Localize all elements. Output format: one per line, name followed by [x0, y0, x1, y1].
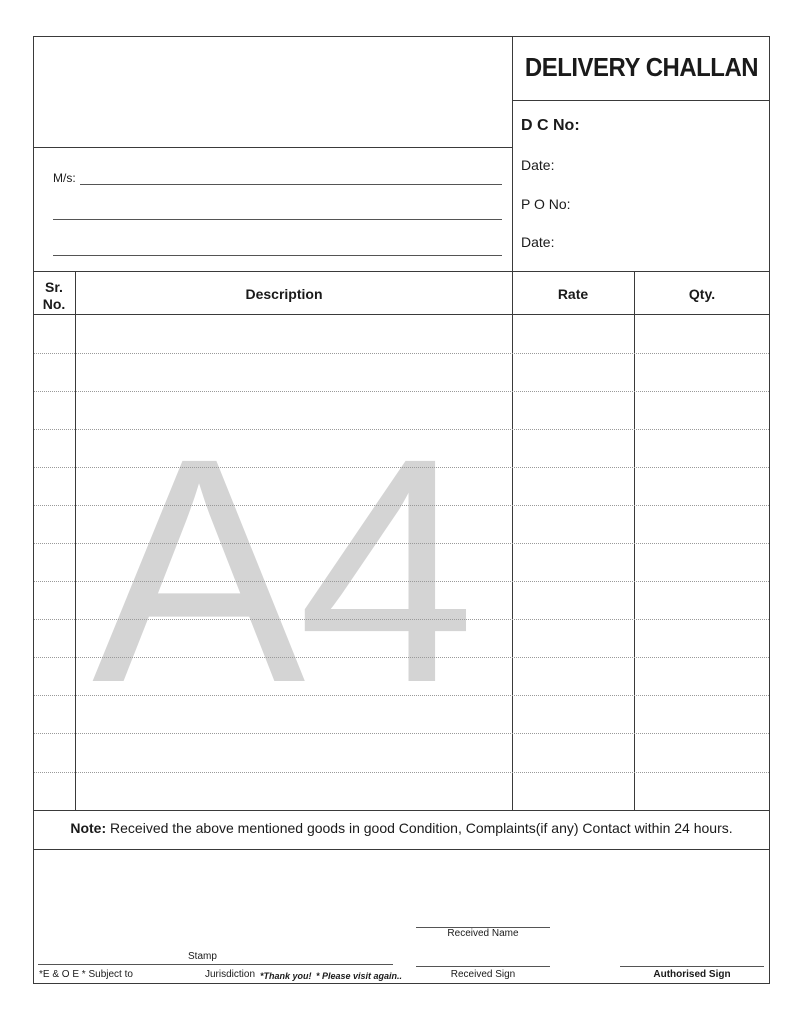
dc-no-label: D C No: [521, 117, 580, 134]
column-divider-sr [75, 271, 76, 810]
ms-line-1 [80, 184, 502, 185]
column-header-qty: Qty. [688, 286, 716, 302]
table-row [34, 581, 769, 582]
thank-you-text: *Thank you! [260, 971, 312, 981]
table-row [34, 657, 769, 658]
ms-line-3 [53, 255, 502, 256]
ms-label: M/s: [53, 171, 76, 185]
table-row [34, 543, 769, 544]
column-divider-description [512, 271, 513, 810]
document-title: DELIVERY CHALLAN [524, 52, 759, 82]
authorised-sign-label: Authorised Sign [653, 969, 731, 980]
column-header-rate: Rate [557, 286, 589, 302]
table-row [34, 772, 769, 773]
note-text [33, 820, 770, 836]
ms-box-top-line [33, 147, 512, 148]
table-row [34, 733, 769, 734]
note-bottom-line [33, 849, 770, 850]
column-header-description: Description [245, 286, 323, 302]
table-top-line [33, 271, 770, 272]
ms-line-2 [53, 219, 502, 220]
po-date-label: Date: [521, 234, 555, 250]
note-body: Received the above mentioned goods in good Condition, Complaints(if any) Contact within 24 hours. [106, 820, 733, 836]
column-divider-rate [634, 271, 635, 810]
eoe-text: *E & O E * Subject to [39, 969, 133, 980]
table-row [34, 467, 769, 468]
note-label: Note: [70, 820, 107, 836]
a4-watermark: A4 [92, 391, 468, 749]
table-row [34, 353, 769, 354]
received-name-label: Received Name [447, 928, 519, 939]
table-row [34, 619, 769, 620]
column-header-sr-line1: Sr. [45, 279, 63, 295]
table-row [34, 391, 769, 392]
visit-again-text: * Please visit again.. [316, 971, 403, 981]
po-no-label: P O No: [521, 196, 571, 212]
received-sign-label: Received Sign [450, 969, 516, 980]
table-bottom-line [33, 810, 770, 811]
received-sign-line [416, 966, 550, 967]
stamp-line [38, 964, 393, 965]
jurisdiction-text: Jurisdiction [205, 969, 256, 980]
table-row [34, 505, 769, 506]
stamp-label: Stamp [188, 951, 217, 962]
table-row [34, 695, 769, 696]
title-underline [512, 100, 770, 101]
authorised-sign-line [620, 966, 764, 967]
column-header-sr-line2: No. [42, 296, 66, 312]
date-label: Date: [521, 157, 555, 173]
table-header-bottom-line [33, 314, 770, 315]
header-divider-vertical [512, 36, 513, 271]
table-row [34, 429, 769, 430]
